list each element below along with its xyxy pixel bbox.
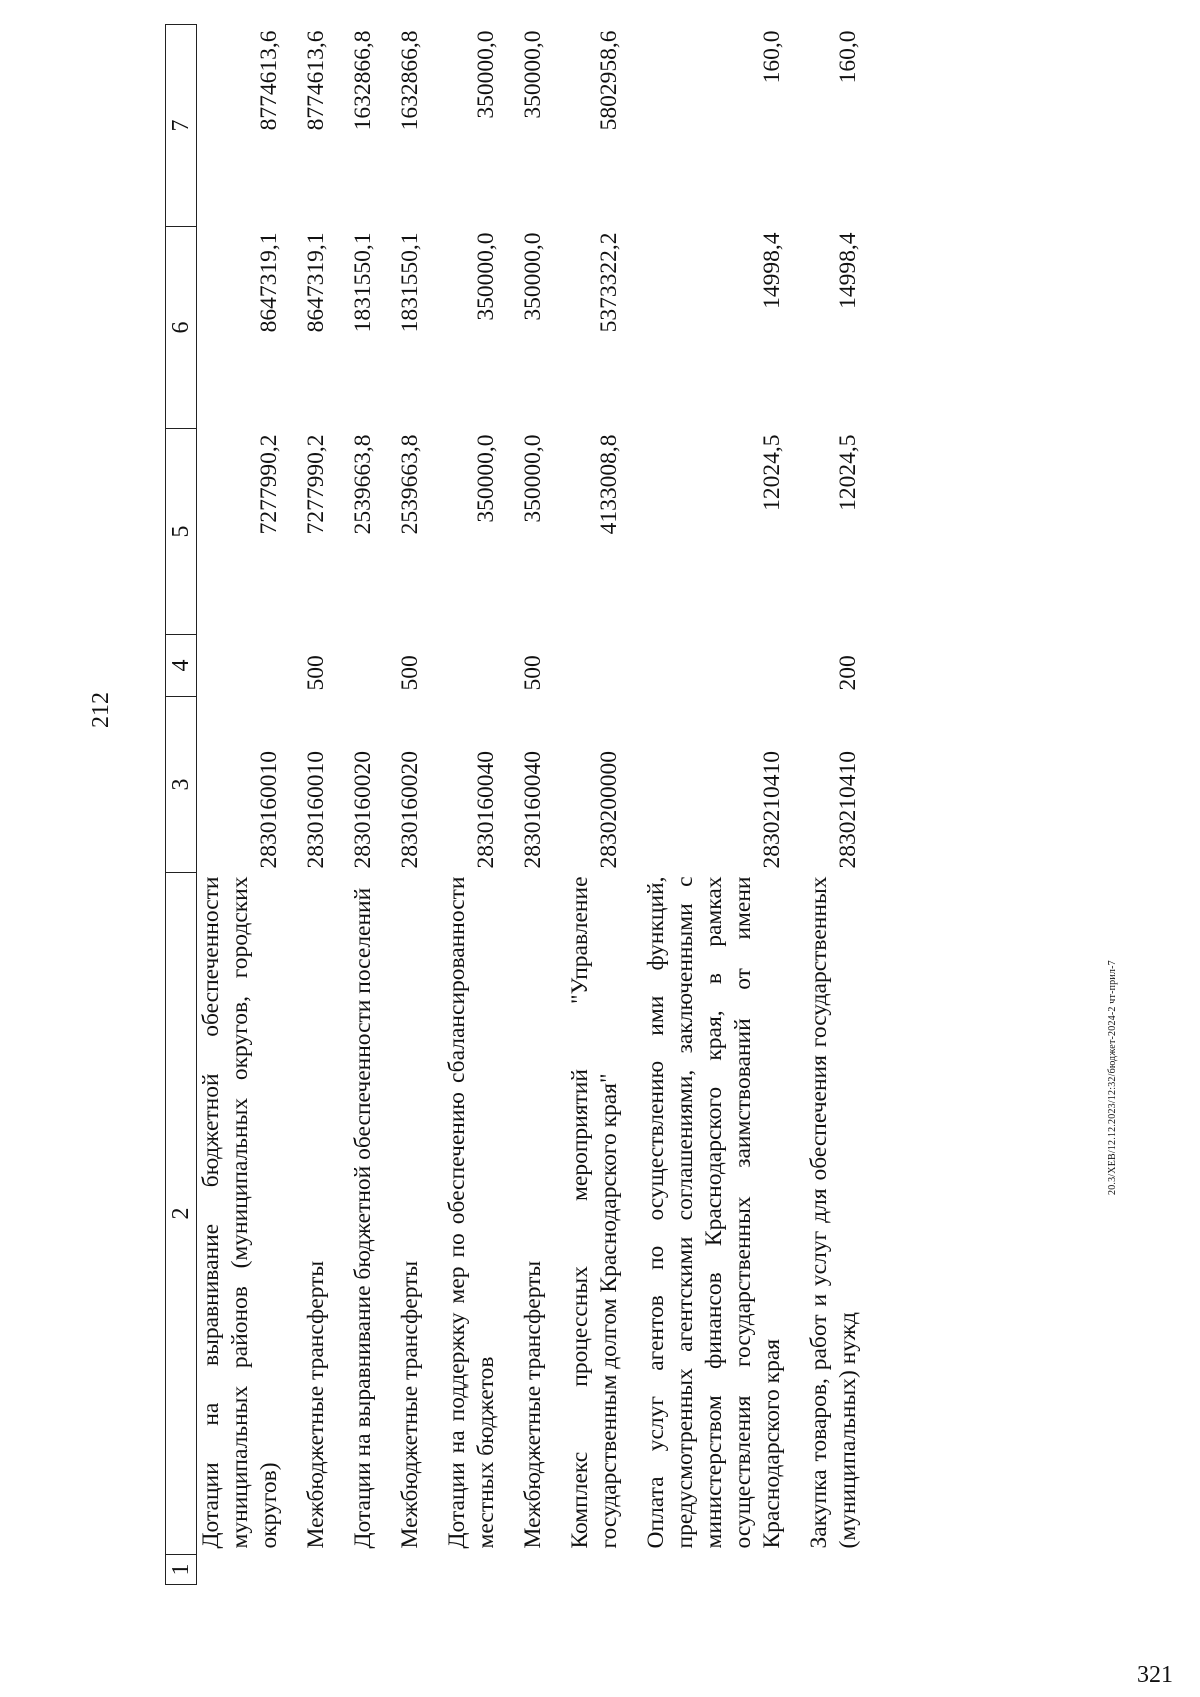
row-code: 2830160040 [473,751,499,869]
row-vr: 500 [303,655,329,691]
row-code: 2830160040 [520,751,546,869]
column-header: 7 [166,25,197,227]
column-header: 5 [166,429,197,635]
row-code: 2830200000 [596,751,622,869]
row-vr [197,635,303,697]
row-value-6: 5373322,2 [596,232,622,333]
row-vr: 500 [520,655,546,691]
row-value-5: 2539663,8 [397,434,423,535]
row-value-6: 8647319,1 [256,232,282,333]
row-value-7: 160,0 [759,30,785,84]
column-header: 4 [166,635,197,697]
column-header: 3 [166,697,197,873]
row-value-6: 350000,0 [473,232,499,321]
row-value-5: 4133008,8 [596,434,622,535]
table-row [443,25,519,1585]
table-row [349,25,396,1585]
row-value-7: 350000,0 [473,30,499,119]
column-header: 6 [166,227,197,429]
table-header-row [166,25,197,1585]
row-name: Межбюджетные трансферты [303,1260,329,1549]
row-value-7: 5802958,6 [596,30,622,131]
row-value-5: 7277990,2 [256,434,282,535]
row-vr [443,635,519,697]
row-code: 2830160010 [256,751,282,869]
row-value-5: 7277990,2 [303,434,329,535]
column-header: 2 [166,873,197,1555]
row-vr [349,635,396,697]
table-row [396,25,443,1585]
row-name: Межбюджетные трансферты [397,1260,423,1549]
row-code: 2830160010 [303,751,329,869]
budget-table [165,24,881,1585]
table-row [302,25,349,1585]
row-value-5: 2539663,8 [350,434,376,535]
row-value-5: 350000,0 [473,434,499,523]
row-value-6: 8647319,1 [303,232,329,333]
row-name: Оплата услуг агентов по осуществлению ими функций, предусмотренных агентскими соглашениями, заключенными с министерством финансов Краснодарского края, в рамках осуществления государственных заимствований от имени Краснодарского края [643,876,785,1549]
row-value-6: 350000,0 [520,232,546,321]
row-value-6: 14998,4 [759,232,785,309]
table-row [519,25,566,1585]
row-vr: 500 [397,655,423,691]
row-code: 2830160020 [397,751,423,869]
row-value-7: 8774613,6 [303,30,329,131]
table-row [805,25,881,1585]
table-row [642,25,805,1585]
footer-code: 20.3/XEB/12.12.2023/12:32/бюджет-2024-2 чт-прил-7 [1107,960,1118,1195]
row-vr [642,635,805,697]
bottom-page-number: 321 [1137,1662,1173,1688]
row-name: Дотации на поддержку мер по обеспечению сбалансированности местных бюджетов [444,876,499,1549]
row-value-6: 14998,4 [835,232,861,309]
row-name: Межбюджетные трансферты [520,1260,546,1549]
row-vr: 200 [835,655,861,691]
row-vr [566,635,642,697]
row-name: Комплекс процессных мероприятий "Управление государственным долгом Краснодарского края" [567,876,622,1549]
row-value-7: 350000,0 [520,30,546,119]
row-name: Дотации на выравнивание бюджетной обеспеченности поселений [350,887,376,1549]
row-value-7: 1632866,8 [350,30,376,131]
row-name: Закупка товаров, работ и услуг для обеспечения государственных (муниципальных) нужд [806,876,861,1549]
row-value-6: 1831550,1 [397,232,423,333]
table-row [197,25,303,1585]
table-row [566,25,642,1585]
row-value-5: 12024,5 [759,434,785,511]
row-value-7: 1632866,8 [397,30,423,131]
page-number: 212 [88,692,114,728]
row-code: 2830210410 [835,751,861,869]
row-value-7: 8774613,6 [256,30,282,131]
row-value-7: 160,0 [835,30,861,84]
row-value-5: 12024,5 [835,434,861,511]
row-name: Дотации на выравнивание бюджетной обеспеченности муниципальных районов (муниципальных округов, городских округов) [198,876,282,1549]
row-value-6: 1831550,1 [350,232,376,333]
row-code: 2830160020 [350,751,376,869]
row-value-5: 350000,0 [520,434,546,523]
column-header: 1 [166,1555,197,1585]
row-code: 2830210410 [759,751,785,869]
